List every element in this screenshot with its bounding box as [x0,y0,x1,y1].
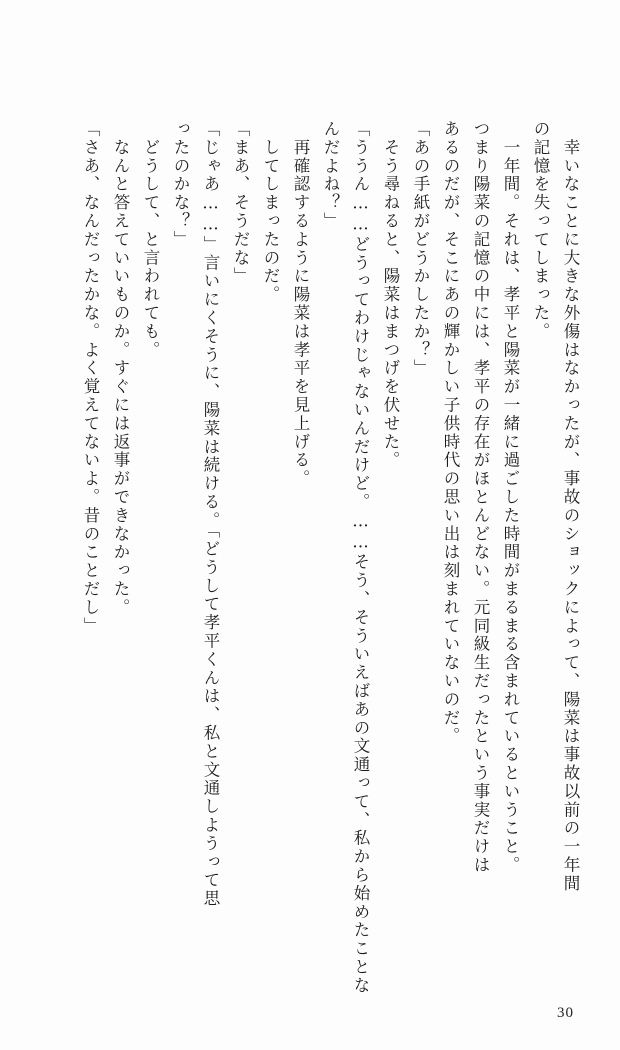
text-line: 再確認するように陽菜は孝平を見上げる。 [291,120,310,488]
text-line: 幸いなことに大きな外傷はなかったが、事故のショックによって、陽菜は事故以前の一年間 [561,120,580,893]
text-line: つまり陽菜の記憶の中には、孝平の存在がほとんどない。元同級生だったという事実だけは [471,120,490,875]
text-line: 「さあ、なんだったかな。よく覚えてないよ。昔のことだし」 [81,120,100,636]
text-line: 「あの手紙がどうかしたか？」 [411,120,430,378]
text-line: ったのかな？」 [171,120,190,249]
text-line: そう尋ねると、陽菜はまつげを伏せた。 [381,120,400,470]
text-line: 「じゃあ……」言いにくそうに、陽菜は続ける。「どうして孝平くんは、私と文通しようって思 [201,120,220,908]
text-line: 一年間。それは、孝平と陽菜が一緒に過ごした時間がまるまる含まれているということ。 [501,120,520,875]
text-line: なんと答えていいものか。すぐには返事ができなかった。 [111,120,130,617]
text-line: 「まあ、そうだな」 [231,120,250,286]
text-line: してしまったのだ。 [261,120,280,304]
page-number: 30 [557,1005,574,1021]
text-line: どうして、と言われても。 [141,120,160,360]
text-line: んだよね？」 [321,120,340,231]
vertical-text-block [48,120,580,995]
text-line: 「ううん……どうってわけじゃないんだけど。……そう、そういえばあの文通って、私から始めたことな [351,120,370,995]
text-line: の記憶を失ってしまった。 [531,120,550,341]
text-line: あるのだが、そこにあの輝かしい子供時代の思い出は刻まれていないのだ。 [441,120,460,746]
